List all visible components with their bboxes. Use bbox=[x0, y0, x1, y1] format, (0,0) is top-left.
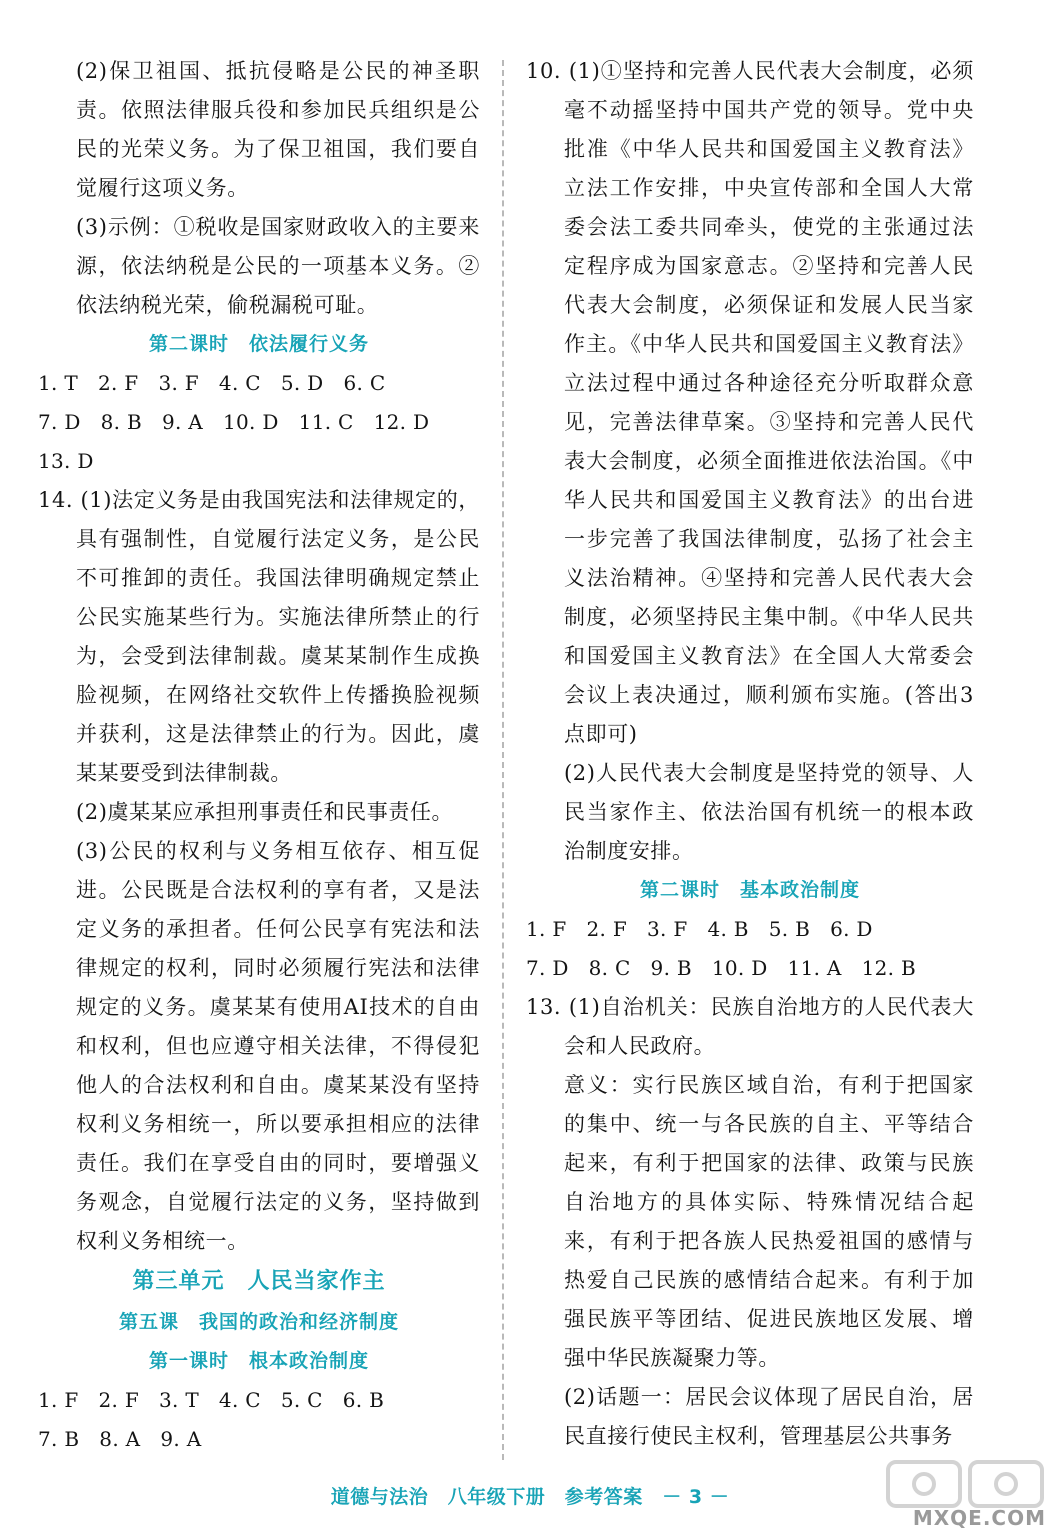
answer-paragraph: (2)保卫祖国、抵抗侵略是公民的神圣职责。依照法律服兵役和参加民兵组织是公民的光荣义务。为了保卫祖国，我们要自觉履行这项义务。 bbox=[76, 59, 480, 200]
answer-paragraph: (3)示例：①税收是国家财政收入的主要来源，依法纳税是公民的一项基本义务。②依法纳税光荣，偷税漏税可耻。 bbox=[76, 215, 480, 317]
left-column bbox=[38, 52, 480, 1459]
answer-row: 1. F 2. F 3. T 4. C 5. C 6. B bbox=[38, 1388, 385, 1412]
answer-row: 7. B 8. A 9. A bbox=[38, 1427, 202, 1451]
section-heading: 第三单元 人民当家作主 bbox=[132, 1269, 386, 1294]
answer-paragraph: (3)公民的权利与义务相互依存、相互促进。公民既是合法权利的享有者，又是法定义务的承担者。任何公民享有宪法和法律规定的权利，同时必须履行宪法和法律规定的义务。虞某某有使用AI技术的自由和权利，但也应遵守相关法律，不得侵犯他人的合法权利和自由。虞某某没有坚持权利义务相统一，所以要承担相应的法律责任。我们在享受自由的同时，要增强义务观念，自觉履行法定的义务，坚持做到权利义务相统一。 bbox=[76, 839, 480, 1253]
answer-row: 1. F 2. F 3. F 4. B 5. B 6. D bbox=[526, 917, 873, 941]
answer-row: 13. D bbox=[38, 449, 94, 473]
section-heading: 第二课时 基本政治制度 bbox=[639, 879, 860, 901]
section-heading: 第一课时 根本政治制度 bbox=[148, 1350, 369, 1372]
section-heading: 第五课 我国的政治和经济制度 bbox=[118, 1311, 399, 1333]
right-column bbox=[526, 52, 974, 1456]
answer-paragraph: (2)人民代表大会制度是坚持党的领导、人民当家作主、依法治国有机统一的根本政治制度安排。 bbox=[564, 761, 974, 863]
answer-paragraph: 意义：实行民族区域自治，有利于把国家的集中、统一与各民族的自主、平等结合起来，有利于把国家的法律、政策与民族自治地方的具体实际、特殊情况结合起来，有利于把各族人民热爱祖国的感情与热爱自己民族的感情结合起来。有利于加强民族平等团结、促进民族地区发展、增强中华民族凝聚力等。 bbox=[564, 1073, 974, 1370]
answer-row: 7. D 8. B 9. A 10. D 11. C 12. D bbox=[38, 410, 430, 434]
answer-paragraph: (2)话题一：居民会议体现了居民自治，居民直接行使民主权利，管理基层公共事务 bbox=[564, 1385, 974, 1448]
answer-row: 7. D 8. C 9. B 10. D 11. A 12. B bbox=[526, 956, 916, 980]
page-footer: 道德与法治 八年级下册 参考答案 － 3 － bbox=[330, 1486, 730, 1508]
answer-row: 1. T 2. F 3. F 4. C 5. D 6. C bbox=[38, 371, 386, 395]
section-heading: 第二课时 依法履行义务 bbox=[148, 333, 369, 355]
answer-paragraph: 13. (1)自治机关：民族自治地方的人民代表大会和人民政府。 bbox=[526, 995, 974, 1058]
column-divider bbox=[502, 60, 504, 1460]
answer-paragraph: 10. (1)①坚持和完善人民代表大会制度，必须毫不动摇坚持中国共产党的领导。党中央批准《中华人民共和国爱国主义教育法》立法工作安排，中央宣传部和全国人大常委会法工委共同牵头，使党的主张通过法定程序成为国家意志。②坚持和完善人民代表大会制度，必须保证和发展人民当家作主。《中华人民共和国爱国主义教育法》立法过程中通过各种途径充分听取群众意见，完善法律草案。③坚持和完善人民代表大会制度，必须全面推进依法治国。《中华人民共和国爱国主义教育法》的出台进一步完善了我国法律制度，弘扬了社会主义法治精神。④坚持和完善人民代表大会制度，必须坚持民主集中制。《中华人民共和国爱国主义教育法》在全国人大常委会会议上表决通过，顺利颁布实施。(答出3点即可) bbox=[526, 59, 974, 746]
watermark-text: MXQE.COM bbox=[912, 1506, 1046, 1530]
answer-paragraph: 14. (1)法定义务是由我国宪法和法律规定的，具有强制性，自觉履行法定义务，是公民不可推卸的责任。我国法律明确规定禁止公民实施某些行为。实施法律所禁止的行为，会受到法律制裁。虞某某制作生成换脸视频，在网络社交软件上传播换脸视频并获利，这是法律禁止的行为。因此，虞某某要受到法律制裁。 bbox=[38, 488, 480, 785]
answer-paragraph: (2)虞某某应承担刑事责任和民事责任。 bbox=[76, 800, 454, 824]
